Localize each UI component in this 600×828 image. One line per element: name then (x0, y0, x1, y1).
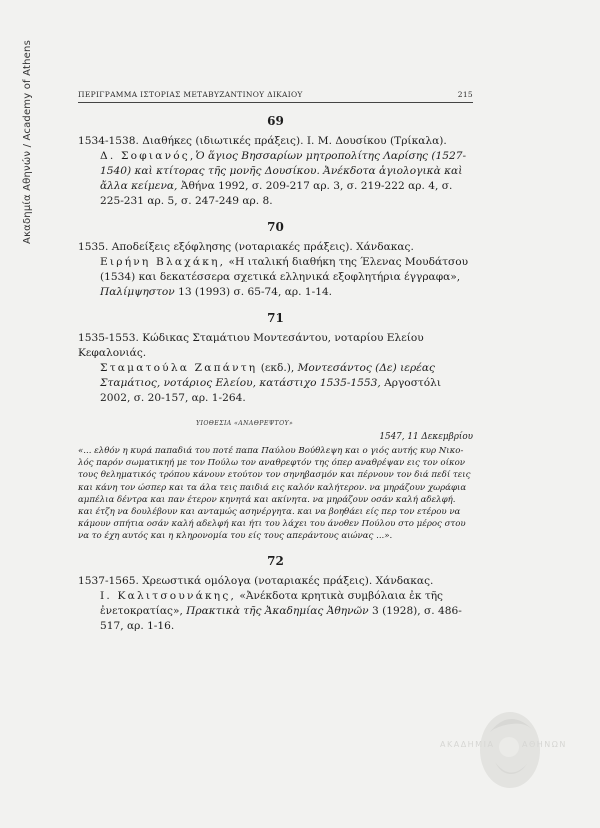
entry-71-author: Σταματούλα Ζαπάντη (100, 362, 258, 374)
entry-69-details: Ἀθήνα 1992, σ. 209-217 αρ. 3, σ. 219-222 αρ. 4, σ. 225-231 αρ. 5, σ. 247-249 αρ. 8. (100, 180, 453, 207)
side-watermark-label: Ακαδημία Αθηνών / Academy of Athens (22, 40, 33, 244)
entry-72-author: Ι. Καλιτσουνάκης, (100, 589, 237, 602)
entry-70-author: Ειρήνη Βλαχάκη, (100, 256, 226, 268)
entry-72-article: «Ἀνέκδοτα κρητικὰ συμβόλαια ἐκ τῆς ἐνετοκρατίας», (100, 589, 443, 617)
academy-athena-logo-icon (445, 702, 575, 802)
document-page (78, 90, 473, 634)
entry-70-journal: Παλίμψηστον (100, 286, 175, 298)
entry-72-journal: Πρακτικὰ τῆς Ἀκαδημίας Ἀθηνῶν (182, 604, 369, 617)
entry-70-head: 1535. Αποδείξεις εξόφλησης (νοταριακές πράξεις). Χάνδακας. (78, 241, 414, 253)
page-number: 215 (457, 90, 473, 99)
entry-70-reference (100, 255, 473, 300)
document-excerpt-title: ΥΙΟΘΕΣΙΑ «ΑΝΑΘΡΕΨΤΟΥ» (196, 420, 294, 427)
entry-71-details: Αργοστόλι 2002, σ. 20-157, αρ. 1-264. (100, 377, 442, 404)
excerpt-line: λός παρόν σωματικηή με τον Πούλω τον αναθρεφτόν της όπερ αναθρέψαν εις τον οίκον (78, 458, 466, 469)
excerpt-line: τους θεληματικός τρόπου κάνουν ετούτον τον σηνηβασμόν και πέρνουν τον διά πεδί τεις (78, 470, 471, 481)
document-excerpt-text (78, 445, 473, 543)
watermark-text-right: ΑΘΗΝΩΝ (522, 740, 567, 749)
entry-69-reference (100, 149, 473, 209)
document-excerpt-date: 1547, 11 Δεκεμβρίου (379, 432, 473, 442)
entry-69-head: 1534-1538. Διαθήκες (ιδιωτικές πράξεις). Ι. Μ. Δουσίκου (Τρίκαλα). (78, 135, 447, 147)
running-head-title: ΠΕΡΙΓΡΑΜΜΑ ΙΣΤΟΡΙΑΣ ΜΕΤΑΒΥΖΑΝΤΙΝΟΥ ΔΙΚΑΙΟΥ (78, 90, 303, 99)
entry-72-reference (100, 589, 473, 634)
excerpt-line: κάμουν σπήτια οσάν καλή αδελφή και ήτι του λάχει του άνοθεν Πούλου στο μέρος στου (78, 519, 466, 530)
entry-number-69: 69 (267, 114, 284, 128)
entry-71-head: 1535-1553. Κώδικας Σταμάτιου Μοντεσάντου, νοταρίου Ελείου Κεφαλονιάς. (78, 332, 424, 359)
entry-69-title: Ὁ ἅγιος Βησσαρίων μητροπολίτης Λαρίσης (1527-1540) καὶ κτίτορας τῆς μονῆς Δουσίκου. Ἀνέκδοτα ἁγιολογικὰ καὶ ἄλλα κείμενα, (100, 150, 467, 192)
running-head (78, 90, 473, 103)
entry-number-71: 71 (267, 311, 284, 325)
entry-70-article: «Η ιταλική διαθήκη της Έλενας Μουδάτσου (1534) και δεκατέσσερα σχετικά ελληνικά εξοφλητήρια έγγραφα», (100, 256, 469, 283)
entry-71-title: Μοντεσάντος (Δε) ιερέας Σταμάτιος, νοτάριος Ελείου, κατάστιχο 1535-1553, (100, 362, 435, 389)
excerpt-line: και κάνη τον ώσπερ και τα άλα τεις παιδιά εις καλόν καλήτερον. να μηράζουν χωράφια (78, 482, 467, 493)
excerpt-line: να το έχη αυτός και η κληρονομία του είς τους απεράντους αιώνας ...». (78, 531, 393, 542)
watermark-text-left: ΑΚΑΔΗΜΙΑ (440, 740, 495, 749)
excerpt-line: «... ελθόν η κυρά παπαδιά του ποτέ παπα Παύλου Βούθλεψη και ο γιός αυτής κυρ Νικο- (78, 446, 464, 456)
excerpt-line: και έτζη να δουλέβουν και ανταμώς ασηνέργητα. και να βοηθάει είς περ τον ετέρου να (78, 507, 461, 518)
entry-72-details: 3 (1928), σ. 486-517, αρ. 1-16. (100, 604, 462, 632)
entry-69-author: Δ. Σοφιανός, (100, 150, 196, 162)
excerpt-line: αμπέλια δέντρα και παν έτερον κηνητά και ακίνητα. να μηράζουν οσάν καλή αδελφή. (78, 494, 456, 505)
entry-71-ed: (εκδ.), (257, 362, 295, 374)
entry-72-head: 1537-1565. Χρεωστικά ομόλογα (νοταριακές πράξεις). Χάνδακας. (78, 574, 434, 587)
entry-number-72: 72 (267, 553, 284, 568)
entry-71-reference (100, 361, 473, 406)
entry-number-70: 70 (267, 220, 284, 234)
entry-70-details: 13 (1993) σ. 65-74, αρ. 1-14. (174, 286, 333, 298)
